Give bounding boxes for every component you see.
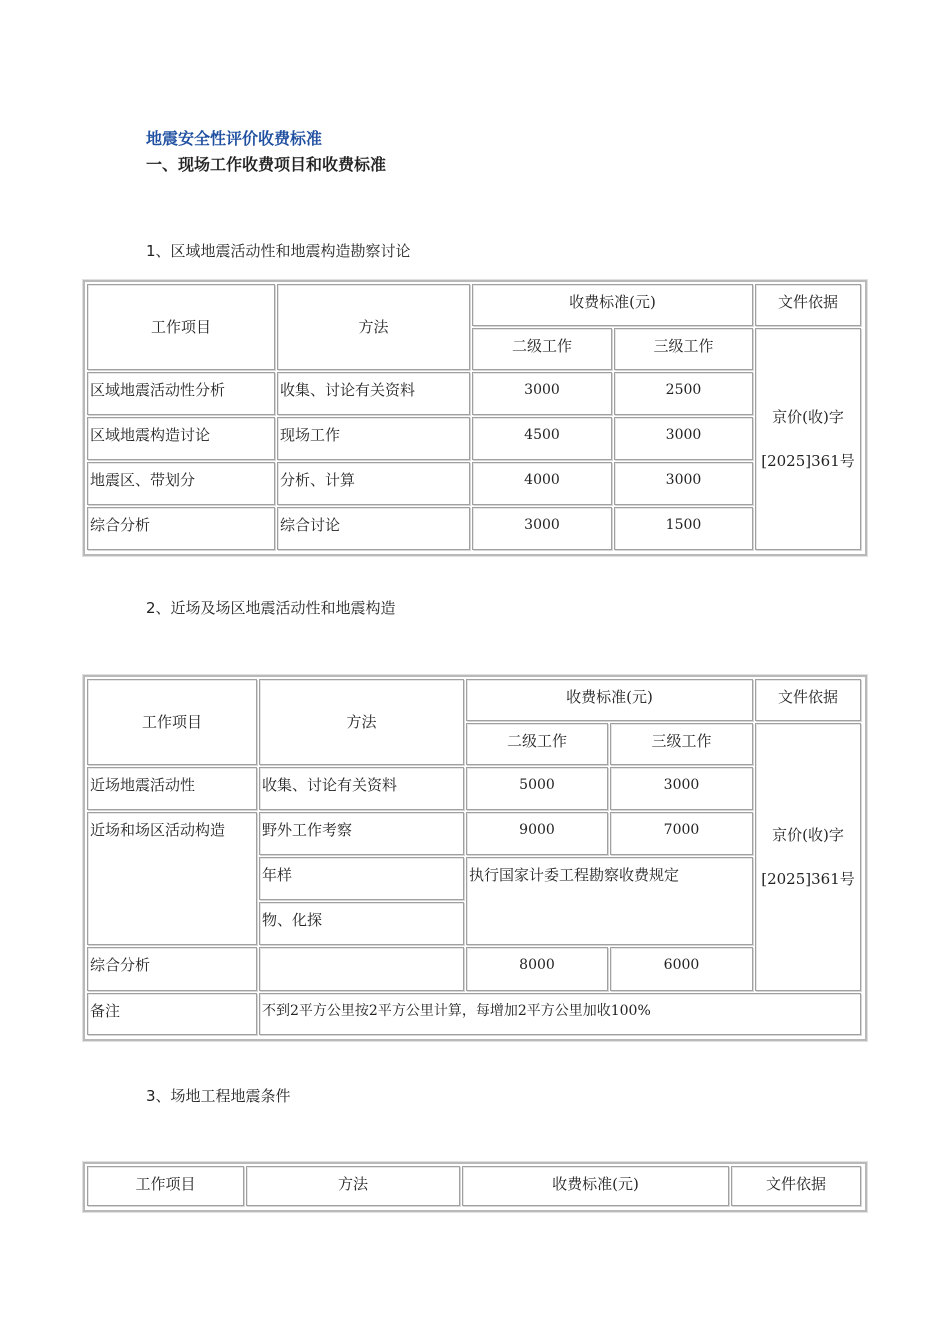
table-row-level3: 6000 (610, 947, 753, 991)
table-row-item: 区域地震活动性分析 (87, 372, 275, 415)
fee-table-3 (83, 1162, 867, 1212)
table-row-method: 物、化探 (259, 902, 464, 945)
header-document-basis: 文件依据 (755, 679, 861, 721)
fee-table-2 (83, 675, 867, 1041)
note-text: 不到2平方公里按2平方公里计算，每增加2平方公里加收100% (259, 993, 861, 1035)
table-row-item: 综合分析 (87, 947, 257, 991)
table-row-method: 年样 (259, 857, 464, 900)
table-row-item: 近场和场区活动构造 (87, 812, 257, 945)
header-level2: 二级工作 (472, 328, 612, 370)
table-row-item: 综合分析 (87, 507, 275, 550)
table-row-method: 现场工作 (277, 417, 470, 460)
table-row-level3: 3000 (614, 417, 753, 460)
table-row-method (259, 947, 464, 991)
table-row-level2: 3000 (472, 507, 612, 550)
note-label: 备注 (87, 993, 257, 1035)
header-fee-standard: 收费标准(元) (462, 1166, 729, 1206)
table-row-level2: 3000 (472, 372, 612, 415)
header-work-item: 工作项目 (87, 1166, 244, 1206)
basis-line1: 京价(收)字 (772, 408, 844, 426)
table-row-method: 收集、讨论有关资料 (259, 767, 464, 810)
document-basis-cell (755, 723, 861, 991)
basis-line2: [2025]361号 (761, 452, 855, 470)
header-work-item: 工作项目 (87, 284, 275, 370)
table-row-level3: 3000 (610, 767, 753, 810)
fee-rule-text: 执行国家计委工程勘察收费规定 (466, 857, 753, 945)
document-basis-cell (755, 328, 861, 550)
basis-line2: [2025]361号 (761, 870, 855, 888)
fee-table-1 (83, 280, 867, 556)
table-row-method: 野外工作考察 (259, 812, 464, 855)
table-row-method: 综合讨论 (277, 507, 470, 550)
header-level3: 三级工作 (614, 328, 753, 370)
table1-heading: 1、区域地震活动性和地震构造勘察讨论 (146, 242, 411, 260)
table-row-method: 收集、讨论有关资料 (277, 372, 470, 415)
table-row-level3: 1500 (614, 507, 753, 550)
table3-heading: 3、场地工程地震条件 (146, 1087, 291, 1105)
table-row-level2: 9000 (466, 812, 608, 855)
table-row-level2: 4000 (472, 462, 612, 505)
table-row-item: 区域地震构造讨论 (87, 417, 275, 460)
header-fee-standard: 收费标准(元) (466, 679, 753, 721)
table-row-level3: 7000 (610, 812, 753, 855)
header-method: 方法 (246, 1166, 460, 1206)
table-row-item: 地震区、带划分 (87, 462, 275, 505)
table-row-level2: 8000 (466, 947, 608, 991)
header-level3: 三级工作 (610, 723, 753, 765)
header-document-basis: 文件依据 (731, 1166, 861, 1206)
header-work-item: 工作项目 (87, 679, 257, 765)
header-method: 方法 (277, 284, 470, 370)
header-level2: 二级工作 (466, 723, 608, 765)
table-row-level2: 4500 (472, 417, 612, 460)
table2-heading: 2、近场及场区地震活动性和地震构造 (146, 599, 396, 617)
table-row-level2: 5000 (466, 767, 608, 810)
basis-line1: 京价(收)字 (772, 826, 844, 844)
section-heading: 一、现场工作收费项目和收费标准 (146, 155, 387, 174)
table-row-level3: 2500 (614, 372, 753, 415)
table-row-level3: 3000 (614, 462, 753, 505)
document-title: 地震安全性评价收费标准 (146, 129, 323, 148)
table-row-item: 近场地震活动性 (87, 767, 257, 810)
table-row-method: 分析、计算 (277, 462, 470, 505)
header-method: 方法 (259, 679, 464, 765)
header-fee-standard: 收费标准(元) (472, 284, 753, 326)
header-document-basis: 文件依据 (755, 284, 861, 326)
